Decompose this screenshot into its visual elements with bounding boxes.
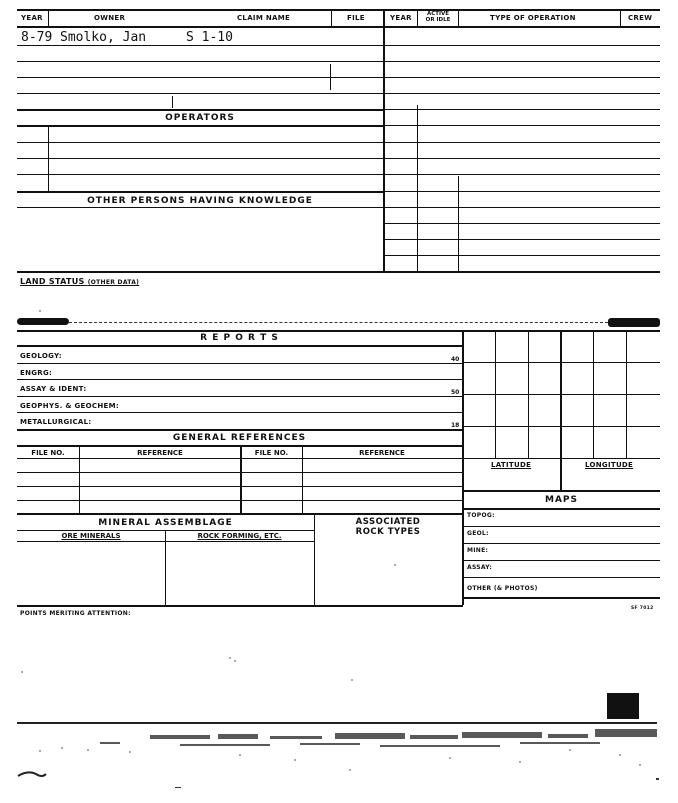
entry-owner: Smolko, Jan bbox=[60, 30, 147, 45]
general-refs-title: GENERAL REFERENCES bbox=[172, 433, 307, 443]
report-metallurgical-num: 18 bbox=[451, 422, 460, 429]
latitude-label: LATITUDE bbox=[491, 461, 532, 469]
points-meriting-attention: POINTS MERITING ATTENTION: bbox=[20, 610, 131, 617]
report-assay-num: 50 bbox=[451, 389, 460, 396]
header-claim-name: CLAIM NAME bbox=[237, 14, 291, 22]
entry-claim: S 1-10 bbox=[186, 30, 233, 45]
map-mine: MINE: bbox=[467, 547, 489, 554]
mineral-title: MINERAL ASSEMBLAGE bbox=[98, 518, 233, 528]
reports-title: R E P O R T S bbox=[200, 333, 279, 343]
entry-year: 8-79 bbox=[21, 30, 53, 45]
gref-file-no-2: FILE NO. bbox=[254, 449, 289, 457]
header-type-of-operation: TYPE OF OPERATION bbox=[490, 14, 576, 22]
report-engrg: ENGRG: bbox=[20, 369, 53, 377]
gref-file-no-1: FILE NO. bbox=[31, 449, 65, 457]
map-topog: TOPOG: bbox=[467, 512, 495, 519]
associated-rock-types: ASSOCIATED ROCK TYPES bbox=[355, 517, 421, 537]
header-ops-year: YEAR bbox=[390, 14, 412, 22]
header-year: YEAR bbox=[21, 14, 43, 22]
report-geology-num: 40 bbox=[451, 356, 460, 363]
longitude-label: LONGITUDE bbox=[585, 461, 634, 469]
rock-forming-header: ROCK FORMING, ETC. bbox=[197, 532, 282, 540]
report-metallurgical: METALLURGICAL: bbox=[20, 418, 92, 426]
operators-title: OPERATORS bbox=[165, 113, 235, 123]
gref-reference-1: REFERENCE bbox=[137, 449, 183, 457]
header-file: FILE bbox=[347, 14, 365, 22]
header-crew: CREW bbox=[628, 14, 653, 22]
form-number: SF 7012 bbox=[631, 606, 654, 611]
map-other-photos: OTHER (& PHOTOS) bbox=[467, 585, 538, 592]
header-active-idle: ACTIVE OR IDLE bbox=[425, 11, 451, 23]
report-assay: ASSAY & IDENT: bbox=[20, 385, 87, 393]
report-geology: GEOLOGY: bbox=[20, 352, 62, 360]
map-geol: GEOL: bbox=[467, 530, 489, 537]
header-owner: OWNER bbox=[94, 14, 126, 22]
gref-reference-2: REFERENCE bbox=[359, 449, 405, 457]
ore-minerals-header: ORE MINERALS bbox=[61, 532, 121, 540]
other-persons-title: OTHER PERSONS HAVING KNOWLEDGE bbox=[87, 196, 313, 206]
maps-title: MAPS bbox=[545, 495, 578, 505]
land-status-label: LAND STATUS (OTHER DATA) bbox=[20, 277, 140, 286]
report-geophys: GEOPHYS. & GEOCHEM: bbox=[20, 402, 119, 410]
map-assay: ASSAY: bbox=[467, 564, 493, 571]
